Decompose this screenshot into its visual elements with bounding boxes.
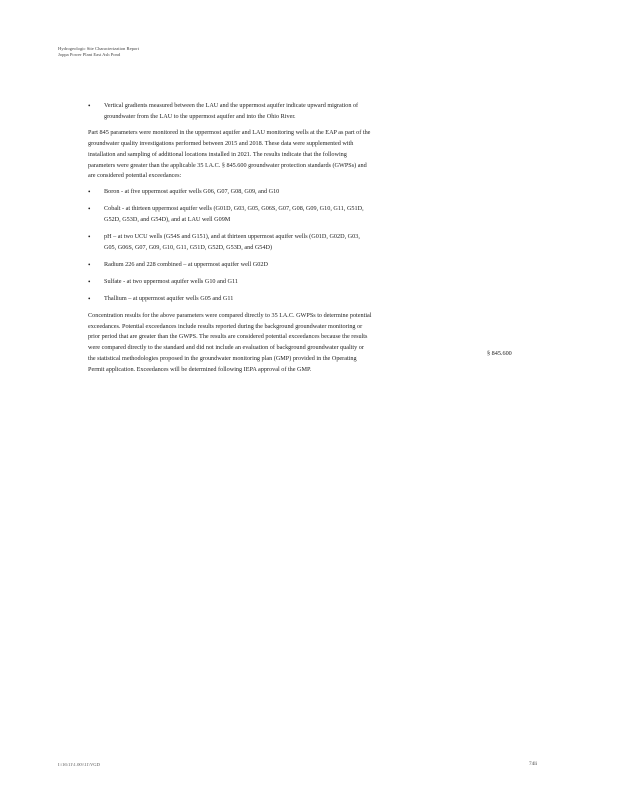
paragraph-concentration: Concentration results for the above parameters were compared directly to 35 I.A.C. GWPSs to determine potential exceedances. Potential exceedances include results reported during the background groundwater monitoring or prior period that are greater than the GWPS. The results are considered potential exceedances because the results were compared directly to the standard and did not include an evaluation of background groundwater quality or the statistical methodologies proposed in the groundwater monitoring plan (GMP) provided in the Operating Permit application. Exceedances will be determined following IEPA approval of the GMP. <box>88 311 372 374</box>
bullet-text: Sulfate - at two uppermost aquifer wells G10 and G11 <box>104 277 238 285</box>
bullet-icon: • <box>88 294 91 303</box>
header-report-title: Hydrogeologic Site Characterization Report <box>58 46 140 51</box>
bullet-icon: • <box>88 233 91 242</box>
list-item <box>88 101 373 123</box>
list-item <box>88 260 373 271</box>
bullet-text: pH – at two UCU wells (G54S and G151), and at thirteen uppermost aquifer wells (G01D, G02D, G03, G05, G06S, G07, G09, G10, G11, G51D, G52D, G53D, and G54D) <box>104 233 360 251</box>
section-reference: § 845.600 <box>487 350 512 357</box>
bullet-text: Radium 226 and 228 combined – at uppermost aquifer well G02D <box>104 260 268 268</box>
list-item <box>88 232 373 254</box>
list-item <box>88 187 373 198</box>
footer-file-path: I:\16\11\1.00\\11\VGD <box>58 762 100 767</box>
bullet-icon: • <box>88 277 91 286</box>
list-item <box>88 294 373 305</box>
bullet-text: Thallium – at uppermost aquifer wells G05 and G11 <box>104 294 234 302</box>
document-body <box>88 101 373 376</box>
list-item <box>88 204 373 226</box>
header-site-name: Joppa Power Plant East Ash Pond <box>58 52 121 57</box>
paragraph-part845: Part 845 parameters were monitored in the uppermost aquifer and LAU monitoring wells at the EAP as part of the groundwater quality investigations performed between 2015 and 2018. These data were supplemented with installation and sampling of additional locations installed in 2021. The results indicate that the following parameters were greater than the applicable 35 I.A.C. § 845.600 groundwater protection standards (GWPSs) and are considered potential exceedances: <box>88 128 371 180</box>
bullet-text: Boron - at five uppermost aquifer wells G06, G07, G08, G09, and G10 <box>104 188 280 196</box>
bullet-icon: • <box>88 205 91 214</box>
running-header <box>58 46 139 58</box>
bullet-text: Vertical gradients measured between the LAU and the uppermost aquifer indicate upward migration of groundwater from the LAU to the uppermost aquifer and into the Ohio River. <box>104 102 359 120</box>
bullet-icon: • <box>88 260 91 269</box>
page-number: 74li <box>529 761 538 767</box>
bullet-text: Cobalt - at thirteen uppermost aquifer wells (G01D, G03, G05, G06S, G07, G08, G09, G10, G11, G51D, G52D, G53D, and G54D), and at LAU well G09M <box>104 205 364 224</box>
list-item <box>88 277 373 288</box>
bullet-icon: • <box>88 102 91 110</box>
exceedance-list <box>88 187 373 304</box>
bullet-icon: • <box>88 188 91 197</box>
